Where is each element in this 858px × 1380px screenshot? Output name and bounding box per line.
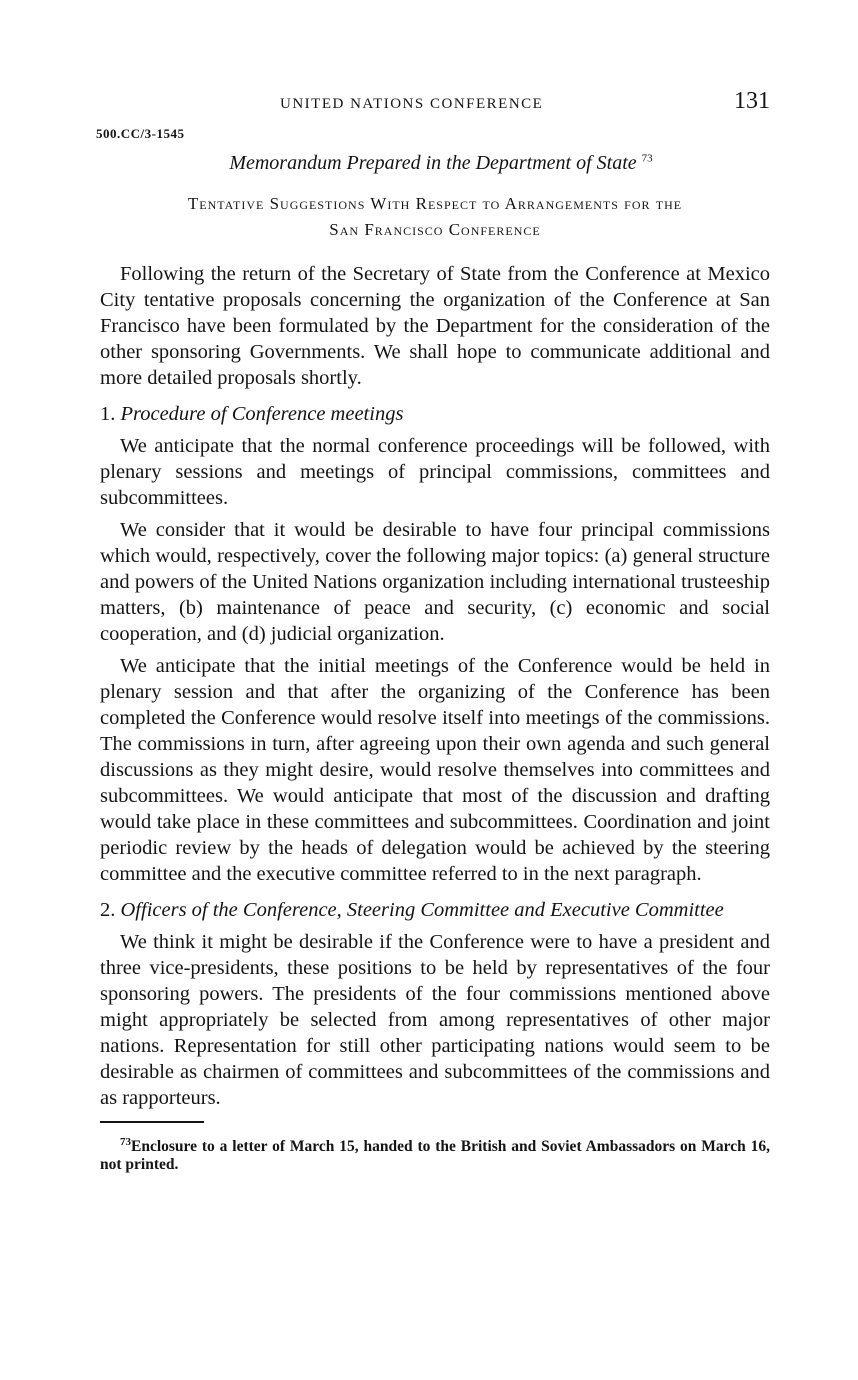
section-2-number: 2.: [100, 899, 116, 921]
section-2-title-text: Officers of the Conference, Steering Committee and Executive Committee: [120, 899, 724, 921]
section-1-paragraph-1: We anticipate that the normal conference proceedings will be followed, with plenary sessions and meetings of principal commissions, committees and subcommittees.: [100, 435, 770, 509]
file-number: 500.CC/3-1545: [96, 126, 185, 141]
section-1-title: [100, 401, 770, 427]
footnote-reference: 73: [641, 152, 653, 165]
running-title: UNITED NATIONS CONFERENCE: [280, 96, 544, 112]
footnote-divider: [100, 1121, 204, 1123]
intro-paragraph: Following the return of the Secretary of State from the Conference at Mexico City tentative proposals concerning the organization of the Conference at San Francisco have been formulated by the Department for the consideration of the other sponsoring Governments. We shall hope to communicate additional and more detailed proposals shortly.: [100, 263, 770, 389]
memo-title: [100, 152, 770, 175]
heading-line-1: Tentative Suggestions With Respect to Arrangements for the: [187, 194, 683, 213]
section-1-paragraph-3: We anticipate that the initial meetings of the Conference would be held in plenary session and that after the organizing of the Conference has been completed the Conference would resolve itself into meetings of the commissions. The commissions in turn, after agreeing upon their own agenda and such general discussions as they might desire, would resolve themselves into committees and subcommittees. We would anticipate that most of the discussion and drafting would take place in these committees and subcommittees. Coordination and joint periodic review by the heads of delegation would be achieved by the steering committee and the executive committee referred to in the next paragraph.: [100, 655, 770, 885]
memo-title-text: Memorandum Prepared in the Department of State: [229, 152, 637, 174]
page-number: 131: [734, 88, 770, 114]
section-2-title: [100, 897, 770, 923]
footnote: [100, 1133, 770, 1174]
heading-line-2: San Francisco Conference: [329, 220, 541, 239]
section-1-title-text: Procedure of Conference meetings: [120, 403, 404, 425]
section-1-paragraph-2: We consider that it would be desirable to have four principal commissions which would, respectively, cover the following major topics: (a) general structure and powers of the United Nations organization including international trusteeship matters, (b) maintenance of peace and security, (c) economic and social cooperation, and (d) judicial organization.: [100, 519, 770, 645]
section-2-paragraph-1: We think it might be desirable if the Conference were to have a president and three vice-presidents, these positions to be held by representatives of the four sponsoring powers. The presidents of the four commissions mentioned above might appropriately be selected from among representatives of other major nations. Representation for still other participating nations would seem to be desirable as chairmen of committees and subcommittees of the commissions and as rapporteurs.: [100, 931, 770, 1109]
footnote-text: Enclosure to a letter of March 15, handed to the British and Soviet Ambassadors on March 16, not printed.: [100, 1138, 770, 1174]
section-1-number: 1.: [100, 403, 116, 425]
running-head: [100, 88, 770, 120]
document-heading: [100, 191, 770, 243]
footnote-marker: 73: [120, 1136, 131, 1148]
